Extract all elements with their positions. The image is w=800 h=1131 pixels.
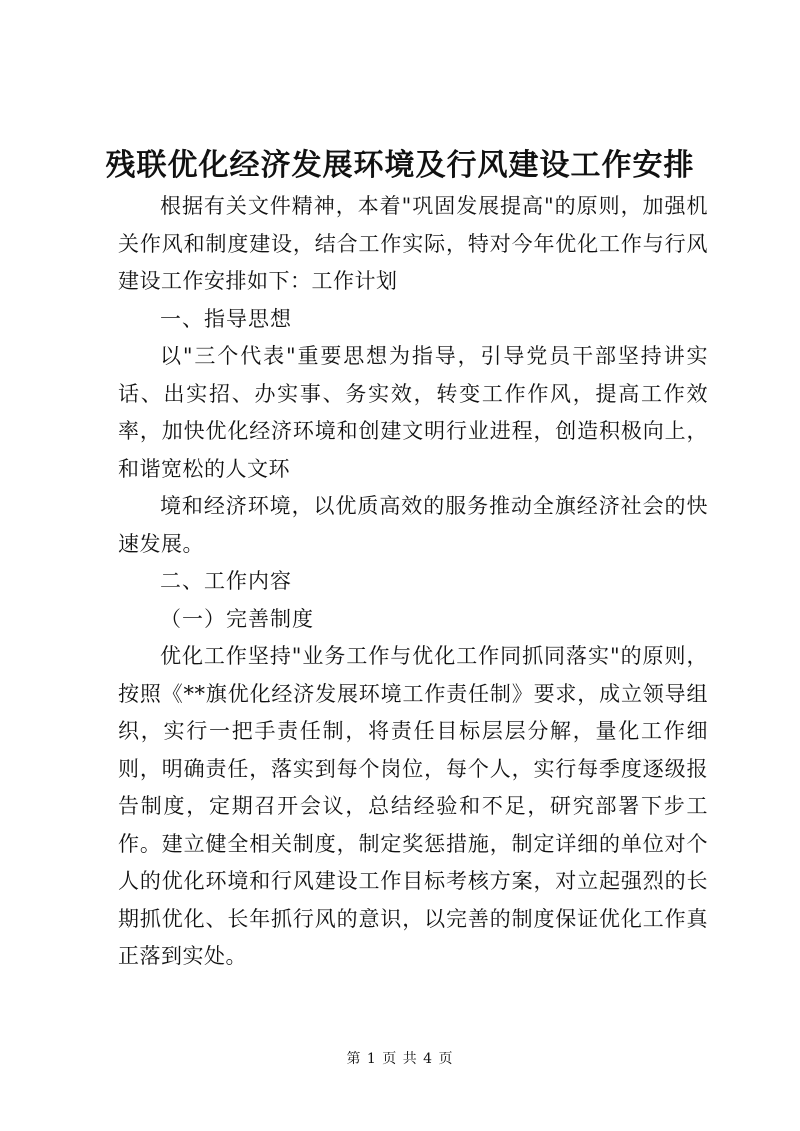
page-footer: 第 1 页 共 4 页 — [346, 1051, 454, 1067]
guiding-thought-paragraph-continued: 境和经济环境，以优质高效的服务推动全旗经济社会的快速发展。 — [118, 494, 708, 556]
section-heading-guiding-thought: 一、指导思想 — [160, 306, 292, 331]
subsection-heading-improve-system: （一）完善制度 — [160, 606, 314, 631]
document-body — [118, 188, 708, 976]
improve-system-paragraph: 优化工作坚持"业务工作与优化工作同抓同落实"的原则，按照《**旗优化经济发展环境工作责任制》要求，成立领导组织，实行一把手责任制，将责任目标层层分解，量化工作细则，明确责任，落实到每个岗位，每个人，实行每季度逐级报告制度，定期召开会议，总结经验和不足，研究部署下步工作。建立健全相关制度，制定奖惩措施，制定详细的单位对个人的优化环境和行风建设工作目标考核方案，对立起强烈的长期抓优化、长年抓行风的意识，以完善的制度保证优化工作真正落到实处。 — [118, 644, 708, 968]
section-heading-work-content: 二、工作内容 — [160, 569, 292, 593]
document-title: 残联优化经济发展环境及行风建设工作安排 — [105, 148, 695, 183]
guiding-thought-paragraph: 以"三个代表"重要思想为指导，引导党员干部坚持讲实话、出实招、办实事、务实效，转变工作作风，提高工作效率，加快优化经济环境和创建文明行业进程，创造积极向上，和谐宽松的人文环 — [118, 344, 708, 481]
intro-paragraph: 根据有关文件精神，本着"巩固发展提高"的原则，加强机关作风和制度建设，结合工作实际，特对今年优化工作与行风建设工作安排如下：工作计划 — [118, 194, 708, 293]
